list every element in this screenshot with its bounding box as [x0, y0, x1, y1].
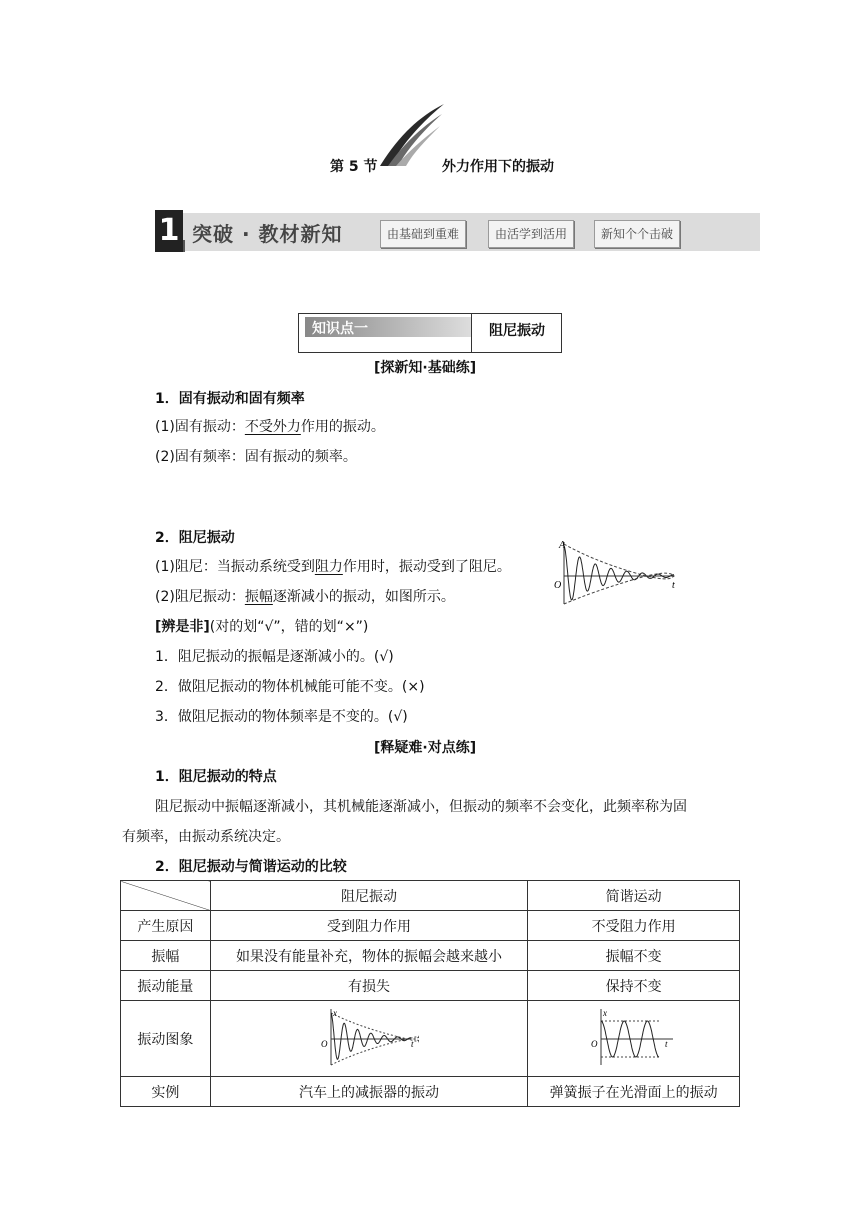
table-header: 简谐运动 — [528, 881, 740, 911]
tag-break-through: 新知个个击破 — [594, 220, 680, 248]
row-label: 振动图象 — [121, 1001, 211, 1077]
p1-line-2: (2)固有频率：固有振动的频率。 — [155, 449, 357, 465]
table-row-graph — [121, 1001, 740, 1077]
cell-damped-graph — [210, 1001, 527, 1077]
p2-line-2: (2)阻尼振动：振幅逐渐减小的振动，如图所示。 — [155, 589, 455, 605]
cell-damped: 有损失 — [210, 971, 527, 1001]
cell-simple-graph — [528, 1001, 740, 1077]
judge-item-1: 1．阻尼振动的振幅是逐渐减小的。(√) — [155, 649, 394, 665]
cell-simple: 振幅不变 — [528, 941, 740, 971]
table-corner-cell — [121, 881, 211, 911]
p1-heading: 1．固有振动和固有频率 — [155, 391, 305, 407]
swoosh-logo-icon — [378, 100, 448, 170]
damped-oscillation-figure — [552, 538, 682, 608]
table-header: 阻尼振动 — [210, 881, 527, 911]
p3-body-line-1: 阻尼振动中振幅逐渐减小，其机械能逐渐减小，但振动的频率不会变化，此频率称为固 — [155, 799, 687, 815]
explain-heading: [释疑难·对点练] — [374, 740, 477, 756]
p4-heading: 2．阻尼振动与简谐运动的比较 — [155, 859, 347, 875]
p1-line-1: (1)固有振动：不受外力作用的振动。 — [155, 419, 385, 435]
banner-number: 1 — [155, 210, 183, 252]
graph-axis-x: t — [411, 1038, 414, 1049]
graph-origin: O — [321, 1038, 328, 1049]
judge-heading: [辨是非](对的划“√”，错的划“×”) — [155, 619, 369, 635]
banner-title: 突破 · 教材新知 — [192, 222, 343, 246]
fig-origin: O — [554, 580, 562, 591]
cell-simple: 不受阻力作用 — [528, 911, 740, 941]
knowledge-point-title: 阻尼振动 — [489, 323, 545, 339]
tag-basic-to-hard: 由基础到重难 — [380, 220, 466, 248]
cell-simple: 弹簧振子在光滑面上的振动 — [528, 1077, 740, 1107]
table-header-row — [121, 881, 740, 911]
graph-axis-x: t — [664, 1038, 668, 1049]
tag-learn-to-apply: 由活学到活用 — [488, 220, 574, 248]
row-label: 实例 — [121, 1077, 211, 1107]
comparison-table — [120, 880, 740, 1107]
graph-axis-y: x — [333, 1007, 338, 1018]
table-row — [121, 1077, 740, 1107]
section-number: 第 5 节 — [330, 159, 378, 175]
p2-heading: 2．阻尼振动 — [155, 530, 235, 546]
table-row — [121, 971, 740, 1001]
row-label: 振动能量 — [121, 971, 211, 1001]
cell-simple: 保持不变 — [528, 971, 740, 1001]
fig-axis-y: A — [559, 540, 566, 551]
p3-heading: 1．阻尼振动的特点 — [155, 769, 277, 785]
cell-damped: 汽车上的减振器的振动 — [210, 1077, 527, 1107]
row-label: 振幅 — [121, 941, 211, 971]
judge-item-3: 3．做阻尼振动的物体频率是不变的。(√) — [155, 709, 408, 725]
damped-graph-wave — [331, 1013, 411, 1059]
p3-body-line-2: 有频率，由振动系统决定。 — [122, 829, 290, 845]
table-row — [121, 911, 740, 941]
cell-damped: 受到阻力作用 — [210, 911, 527, 941]
knowledge-point-label: 知识点一 — [312, 321, 368, 337]
graph-axis-y: x — [602, 1007, 607, 1018]
judge-item-2: 2．做阻尼振动的物体机械能可能不变。(×) — [155, 679, 425, 695]
fig-axis-x: t — [672, 580, 675, 591]
knowledge-box-divider — [471, 313, 472, 353]
simple-harmonic-graph — [589, 1007, 679, 1067]
row-label: 产生原因 — [121, 911, 211, 941]
p2-line-1: (1)阻尼：当振动系统受到阻力作用时，振动受到了阻尼。 — [155, 559, 511, 575]
section-title: 外力作用下的振动 — [442, 159, 554, 175]
explore-heading: [探新知·基础练] — [374, 360, 477, 376]
damped-graph — [319, 1007, 419, 1067]
damped-wave — [564, 546, 674, 600]
graph-origin: O — [590, 1038, 598, 1049]
table-row — [121, 941, 740, 971]
cell-damped: 如果没有能量补充，物体的振幅会越来越小 — [210, 941, 527, 971]
